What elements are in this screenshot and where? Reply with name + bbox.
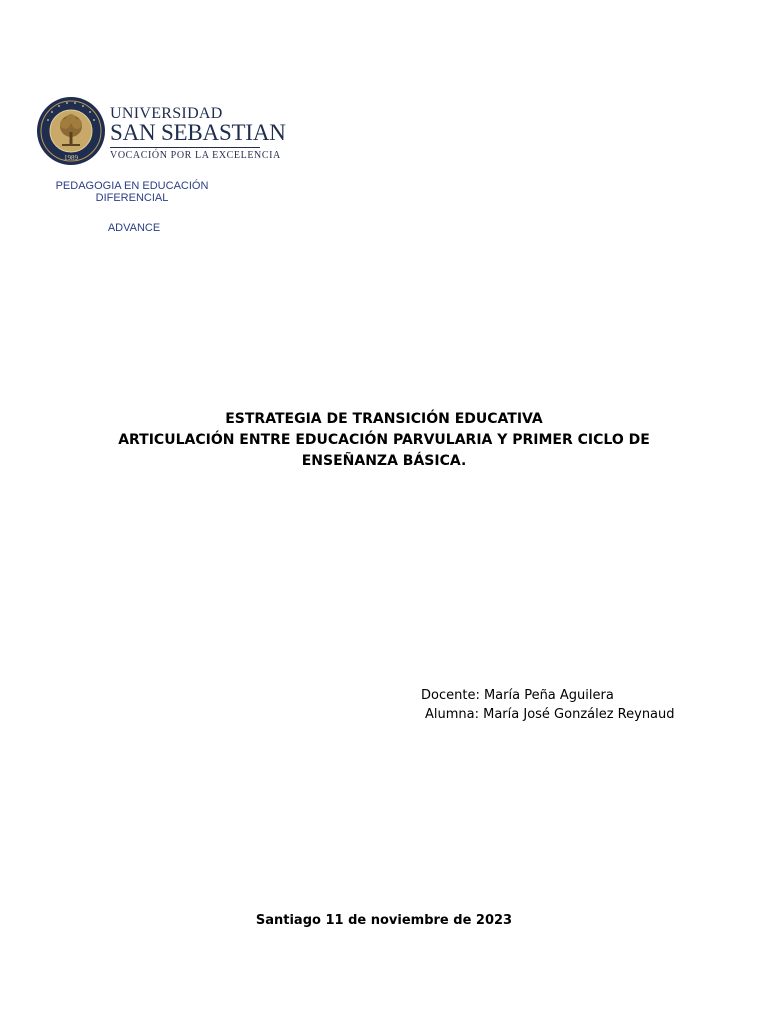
program-line-1: PEDAGOGIA EN EDUCACIÓN [55,180,209,192]
wordmark-line-1: UNIVERSIDAD [110,105,223,122]
document-title [100,409,668,472]
docente-line: Docente: María Peña Aguilera [421,688,614,703]
program-modality: ADVANCE [107,222,161,234]
title-line-1: ESTRATEGIA DE TRANSICIÓN EDUCATIVA [225,411,543,427]
wordmark-divider [110,147,260,148]
university-logo [36,96,286,170]
footer-date: Santiago 11 de noviembre de 2023 [255,913,513,928]
university-seal-icon [36,96,106,166]
title-line-3: ENSEÑANZA BÁSICA. [301,453,467,469]
credits-block [421,686,675,724]
university-wordmark [110,106,286,161]
wordmark-tagline: VOCACIÓN POR LA EXCELENCIA [110,150,281,161]
program-name [52,180,212,204]
wordmark-line-2: SAN SEBASTIAN [110,120,286,145]
alumna-line: Alumna: María José González Reynaud [425,707,675,722]
program-line-2: DIFERENCIAL [95,192,169,204]
seal-year: 1989 [64,154,78,162]
title-line-2: ARTICULACIÓN ENTRE EDUCACIÓN PARVULARIA Y PRIMER CICLO DE [118,432,650,448]
